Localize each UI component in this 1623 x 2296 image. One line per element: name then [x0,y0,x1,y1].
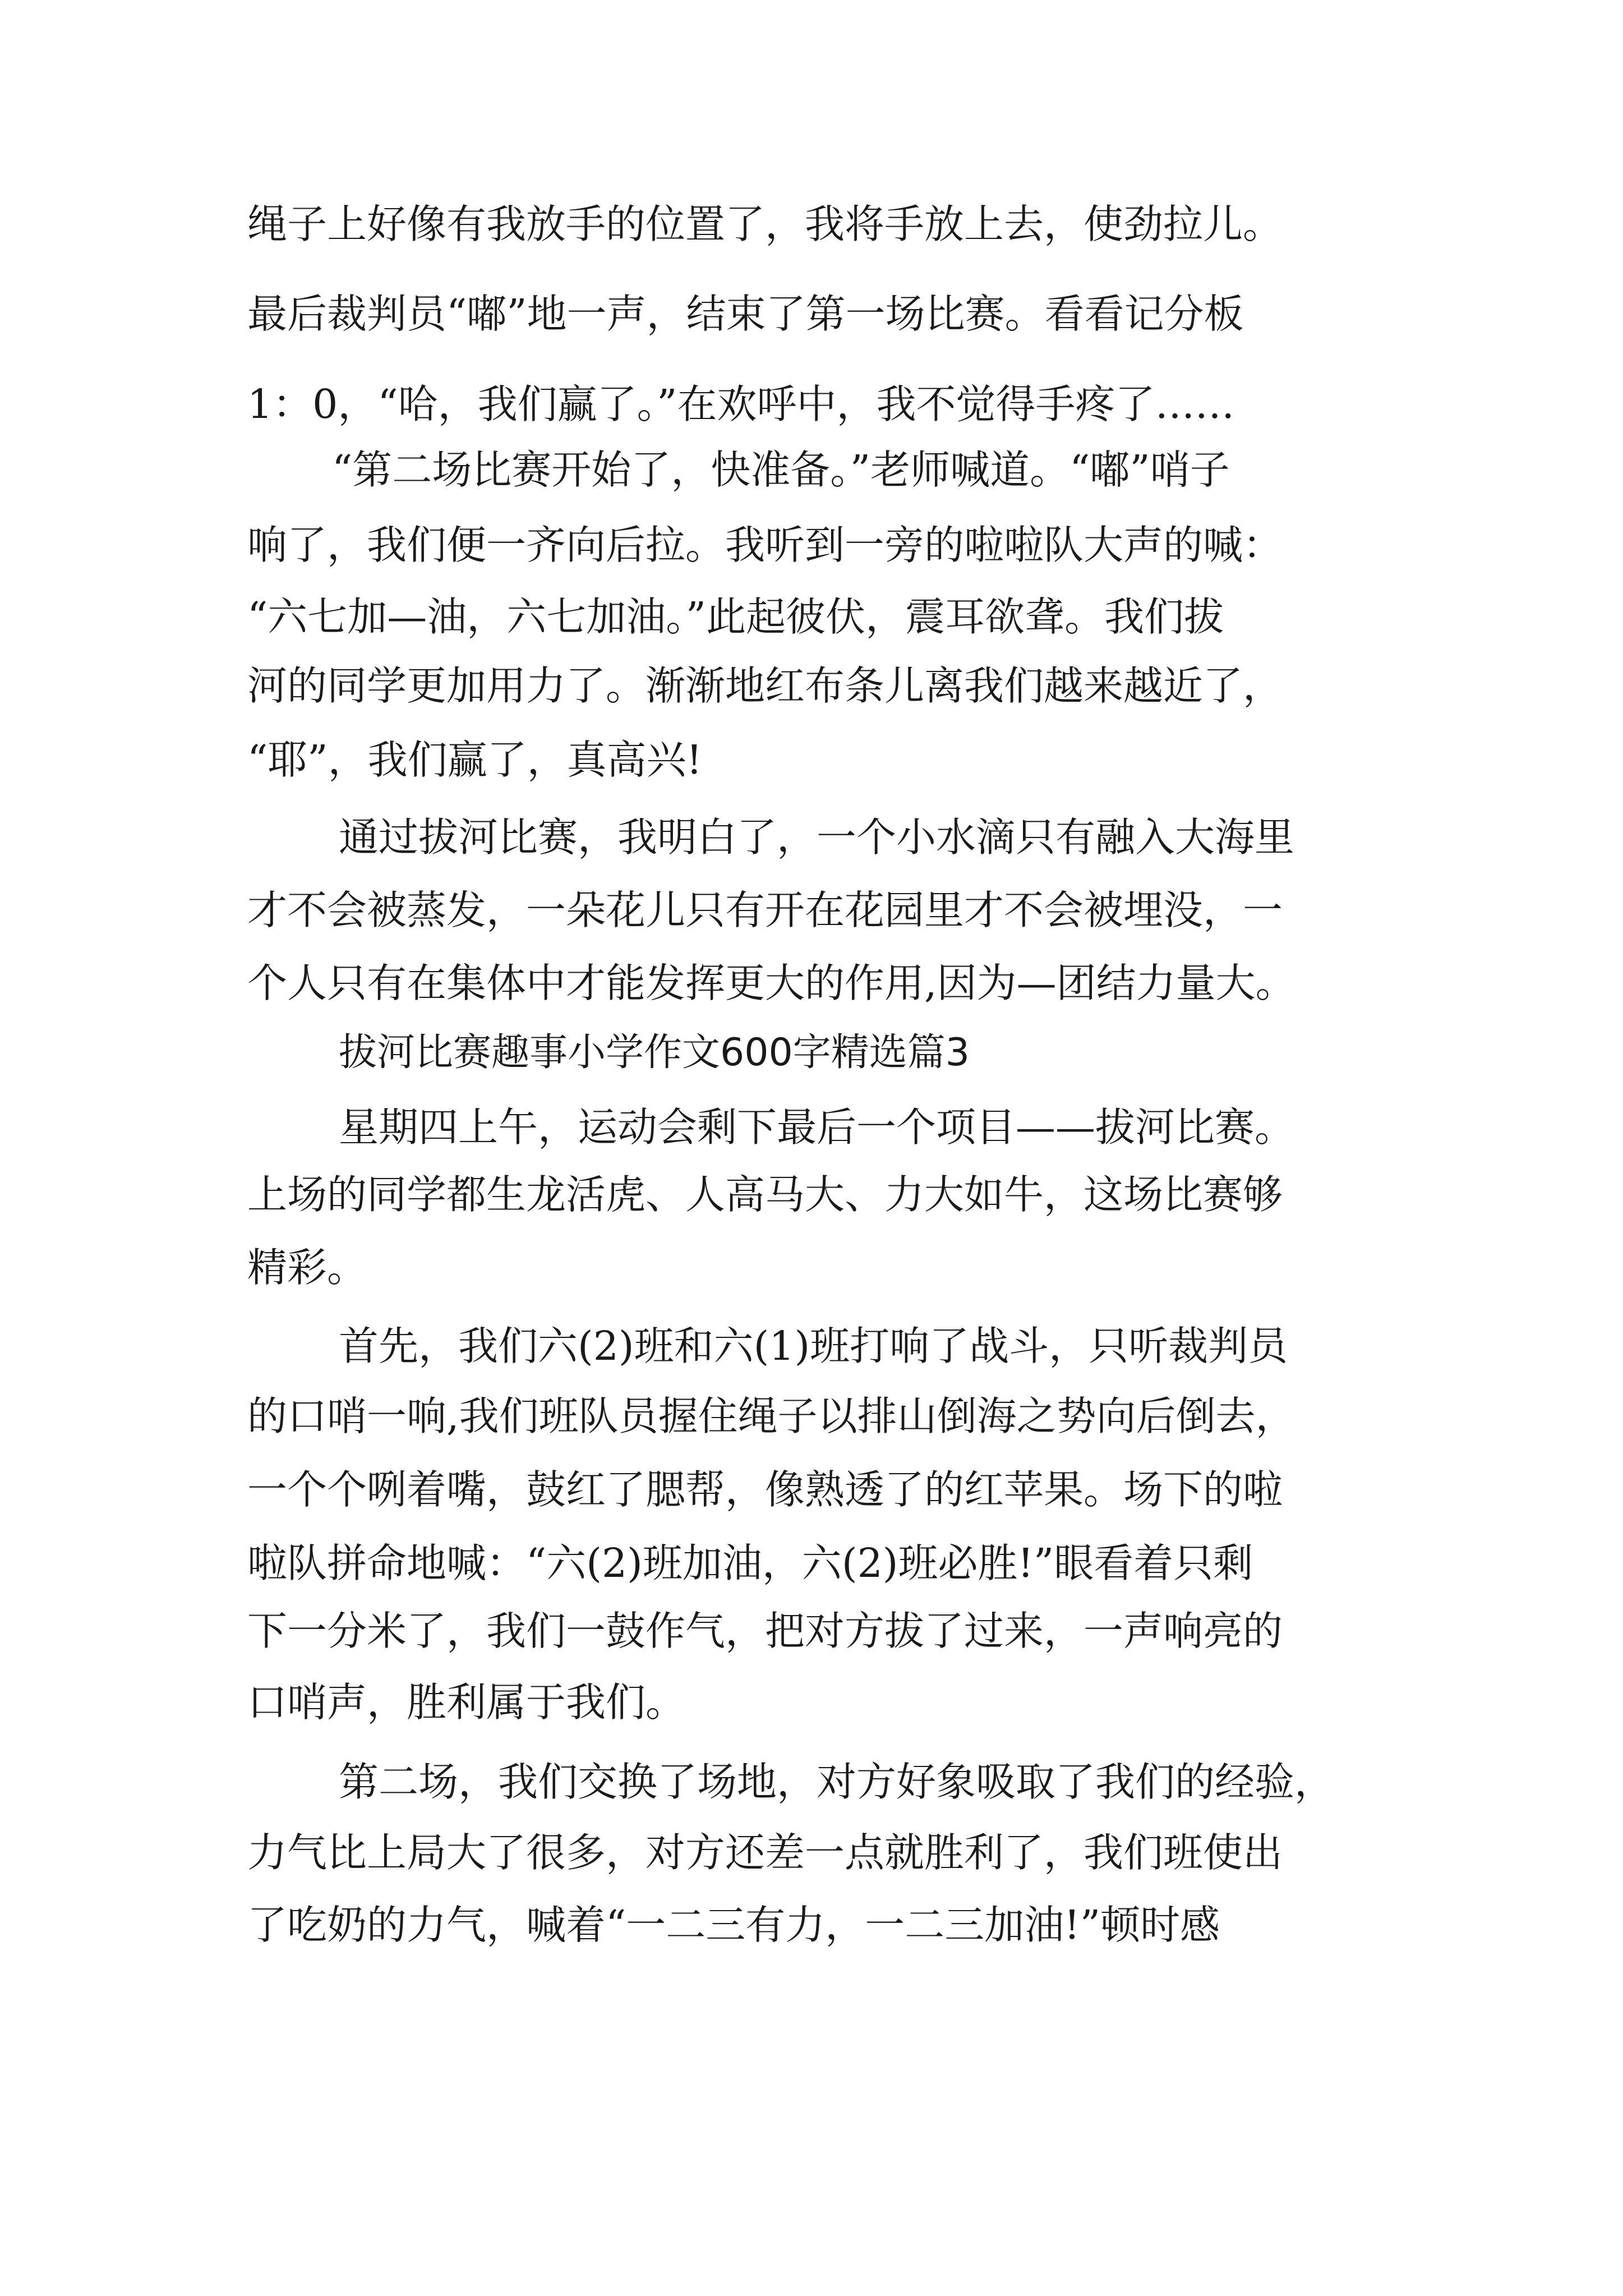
text-line-19: 啦队拼命地喊：“六(2)班加油，六(2)班必胜!”眼看着只剩 [247,1540,1253,1586]
text-line-5: 响了，我们便一齐向后拉。我听到一旁的啦啦队大声的喊： [247,522,1283,568]
text-line-1: 绳子上好像有我放手的位置了，我将手放上去，使劲拉儿。 [247,201,1283,247]
text-line-14: 上场的同学都生龙活虎、人高马大、力大如牛，这场比赛够 [247,1171,1283,1218]
text-line-20: 下一分米了，我们一鼓作气，把对方拔了过来，一声响亮的 [247,1608,1283,1654]
text-line-6: “六七加—油，六七加油。”此起彼伏，震耳欲聋。我们拔 [247,593,1224,640]
text-line-18: 一个个咧着嘴，鼓红了腮帮，像熟透了的红苹果。场下的啦 [247,1466,1283,1513]
text-line-7: 河的同学更加用力了。渐渐地红布条儿离我们越来越近了， [247,662,1283,709]
text-line-17: 的口哨一响,我们班队员握住绳子以排山倒海之势向后倒去， [247,1393,1295,1439]
text-line-3: 1：0，“哈，我们赢了。”在欢呼中，我不觉得手疼了…… [247,381,1235,427]
text-line-11: 个人只有在集体中才能发挥更大的作用,因为—团结力量大。 [247,960,1295,1006]
text-line-23: 力气比上局大了很多，对方还差一点就胜利了，我们班使出 [247,1829,1283,1876]
text-line-15: 精彩。 [247,1244,367,1291]
text-line-2: 最后裁判员“嘟”地一声，结束了第一场比赛。看看记分板 [247,291,1244,337]
text-line-13: 星期四上午，运动会剩下最后一个项目——拔河比赛。 [339,1104,1295,1151]
text-line-21: 口哨声，胜利属于我们。 [247,1679,686,1726]
text-line-8: “耶”，我们赢了，真高兴! [247,737,703,783]
text-line-16: 首先，我们六(2)班和六(1)班打响了战斗，只听裁判员 [339,1323,1288,1369]
text-line-9: 通过拔河比赛，我明白了，一个小水滴只有融入大海里 [339,814,1295,861]
text-line-10: 才不会被蒸发，一朵花儿只有开在花园里才不会被埋没，一 [247,887,1283,933]
text-line-4: “第二场比赛开始了，快准备。”老师喊道。“嘟”哨子 [332,447,1230,493]
text-line-24: 了吃奶的力气，喊着“一二三有力，一二三加油!”顿时感 [247,1902,1220,1948]
section-heading: 拔河比赛趣事小学作文600字精选篇3 [339,1030,970,1075]
text-line-22: 第二场，我们交换了场地，对方好象吸取了我们的经验， [339,1759,1335,1805]
